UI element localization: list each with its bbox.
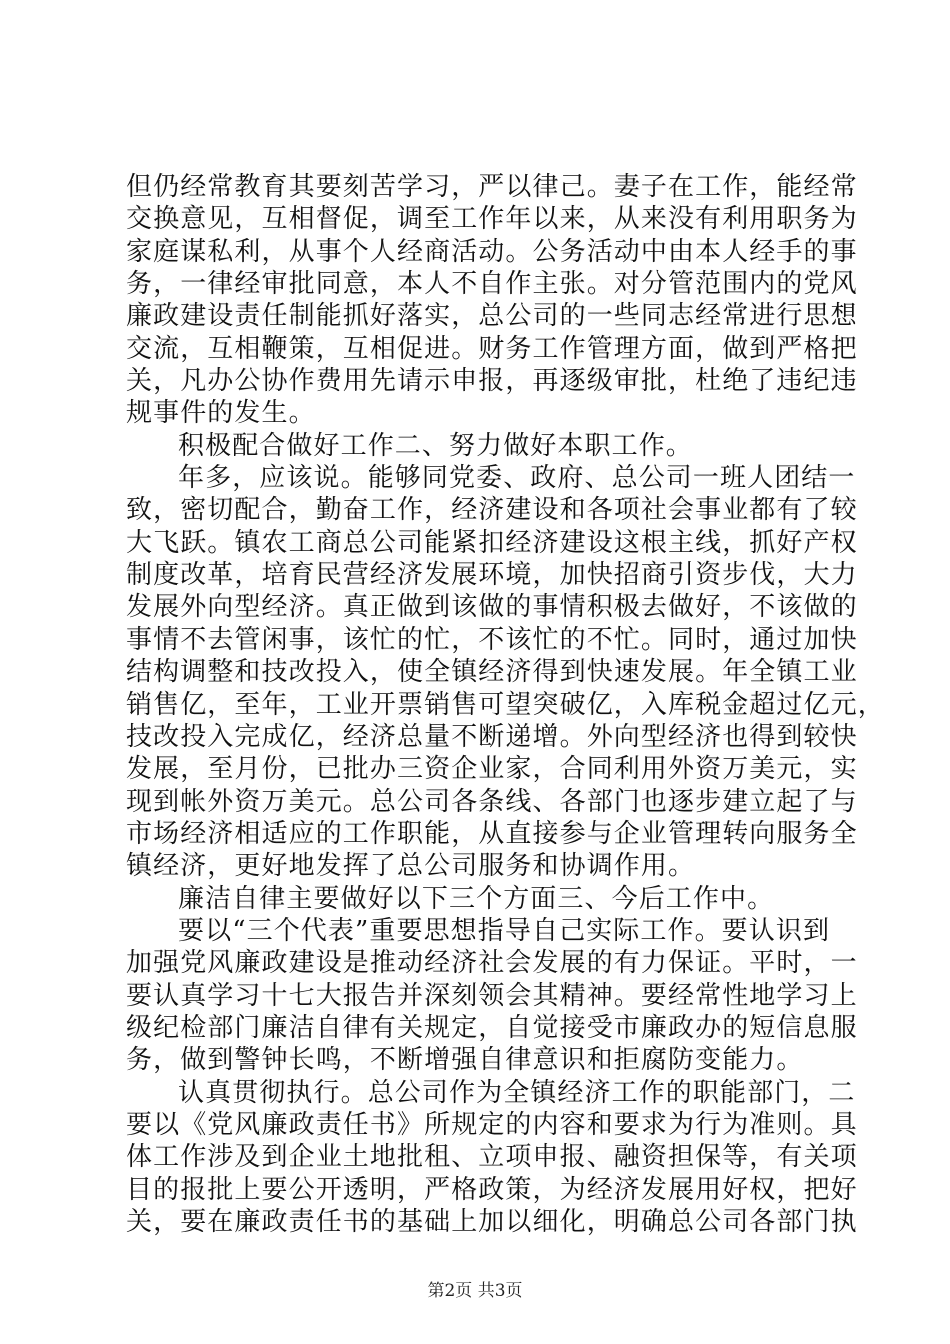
text-line: 务，做到警钟长鸣，不断增强自律意识和拒腐防变能力。 — [126, 1045, 804, 1076]
text-line: 现到帐外资万美元。总公司各条线、各部门也逐步建立起了与 — [126, 786, 858, 817]
text-line: 发展外向型经济。真正做到该做的事情积极去做好，不该做的 — [126, 592, 858, 623]
text-line: 市场经济相适应的工作职能，从直接参与企业管理转向服务全 — [126, 818, 858, 849]
text-line: 大飞跃。镇农工商总公司能紧扣经济建设这根主线，抓好产权 — [126, 527, 858, 558]
text-line: 技改投入完成亿，经济总量不断递增。外向型经济也得到较快 — [126, 721, 858, 752]
text-line: 体工作涉及到企业土地批租、立项申报、融资担保等，有关项 — [126, 1142, 858, 1173]
text-line: 交流，互相鞭策，互相促进。财务工作管理方面，做到严格把 — [126, 333, 858, 364]
text-line: 发展，至月份，已批办三资企业家，合同利用外资万美元，实 — [126, 754, 858, 785]
text-line: 制度改革，培育民营经济发展环境，加快招商引资步伐，大力 — [126, 560, 858, 591]
text-line: 但仍经常教育其要刻苦学习，严以律己。妻子在工作，能经常 — [126, 172, 858, 202]
page-footer: 第2页 共3页 — [427, 1281, 523, 1301]
text-line: 致，密切配合，勤奋工作，经济建设和各项社会事业都有了较 — [126, 495, 858, 526]
document-body — [126, 171, 885, 1238]
text-line: 积极配合做好工作二、努力做好本职工作。 — [178, 430, 693, 461]
text-line: 规事件的发生。 — [126, 398, 316, 429]
text-line: 级纪检部门廉洁自律有关规定，自觉接受市廉政办的短信息服 — [126, 1012, 858, 1043]
text-line: 关，凡办公协作费用先请示申报，再逐级审批，杜绝了违纪违 — [126, 366, 858, 397]
text-line: 交换意见，互相督促，调至工作年以来，从来没有利用职务为 — [126, 204, 858, 235]
text-line: 事情不去管闲事，该忙的忙，不该忙的不忙。同时，通过加快 — [126, 624, 858, 655]
text-line: 要以《党风廉政责任书》所规定的内容和要求为行为准则。具 — [126, 1109, 858, 1140]
text-line: 关，要在廉政责任书的基础上加以细化，明确总公司各部门执 — [126, 1207, 858, 1237]
text-line: 加强党风廉政建设是推动经济社会发展的有力保证。平时，一 — [126, 948, 858, 979]
text-line: 要认真学习十七大报告并深刻领会其精神。要经常性地学习上 — [126, 980, 858, 1011]
text-line: 目的报批上要公开透明，严格政策，为经济发展用好权，把好 — [126, 1174, 858, 1205]
text-line: 廉政建设责任制能抓好落实，总公司的一些同志经常进行思想 — [126, 301, 858, 332]
text-line: 镇经济，更好地发挥了总公司服务和协调作用。 — [126, 851, 696, 882]
text-line: 廉洁自律主要做好以下三个方面三、今后工作中。 — [178, 883, 775, 914]
text-line: 务，一律经审批同意，本人不自作主张。对分管范围内的党风 — [126, 269, 858, 300]
text-line: 结构调整和技改投入，使全镇经济得到快速发展。年全镇工业 — [126, 657, 858, 688]
text-line: 认真贯彻执行。总公司作为全镇经济工作的职能部门，二 — [178, 1077, 856, 1108]
text-line: 年多，应该说。能够同党委、政府、总公司一班人团结一 — [178, 463, 856, 494]
text-line: 销售亿，至年，工业开票销售可望突破亿，入库税金超过亿元， — [126, 689, 885, 720]
text-line: 要以“三个代表”重要思想指导自己实际工作。要认识到 — [178, 915, 831, 946]
text-line: 家庭谋私利，从事个人经商活动。公务活动中由本人经手的事 — [126, 236, 858, 267]
